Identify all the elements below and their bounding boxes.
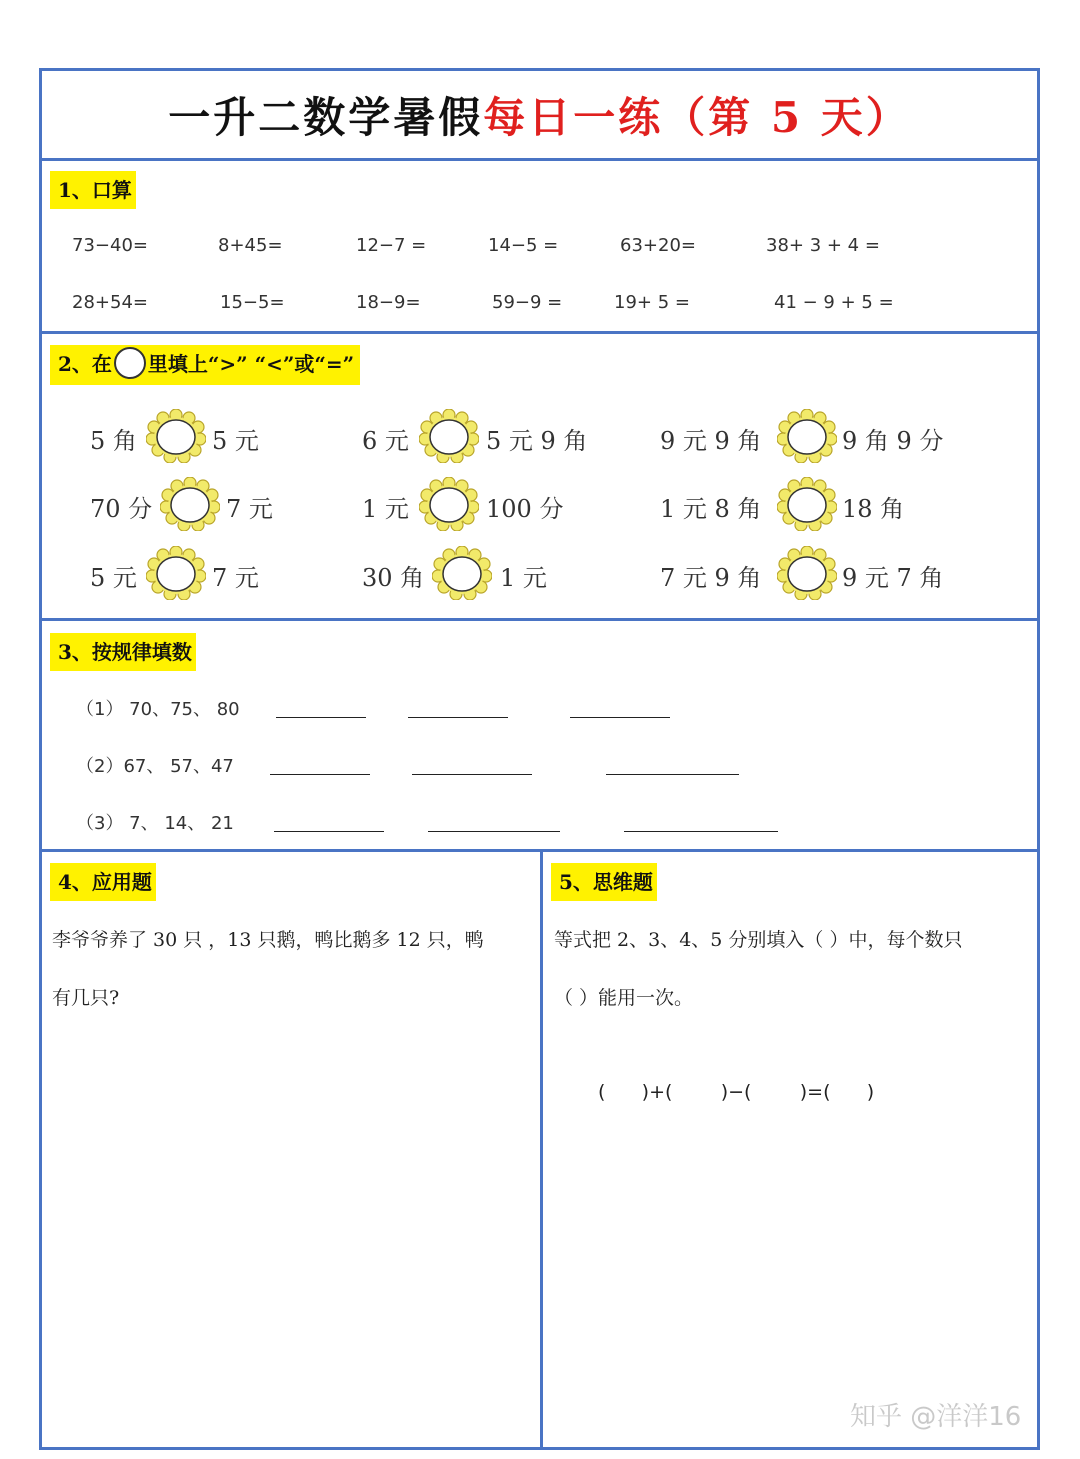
compare-right: 9 角 9 分 xyxy=(842,427,944,455)
compare-left: 9 元 9 角 xyxy=(660,427,762,455)
section1-label: 1、口算 xyxy=(50,171,136,209)
calc-item: 41 − 9 + 5 = xyxy=(774,292,894,313)
flower-blank-icon[interactable] xyxy=(160,477,220,531)
calc-item: 28+54= xyxy=(72,292,148,313)
calc-item: 15−5= xyxy=(220,292,285,313)
sequence-row: （3） 7、 14、 21 xyxy=(76,813,234,834)
worksheet xyxy=(39,68,1040,1450)
answer-blank[interactable] xyxy=(408,717,508,718)
flower-blank-icon[interactable] xyxy=(777,546,837,600)
answer-blank[interactable] xyxy=(624,831,778,832)
calc-item: 18−9= xyxy=(356,292,421,313)
calc-item: 63+20= xyxy=(620,235,696,256)
answer-blank[interactable] xyxy=(412,774,532,775)
compare-left: 5 角 xyxy=(90,427,137,455)
section5-label: 5、思维题 xyxy=(551,863,657,901)
divider xyxy=(42,158,1037,161)
flower-blank-icon[interactable] xyxy=(419,477,479,531)
calc-item: 19+ 5 = xyxy=(614,292,690,313)
compare-right: 9 元 7 角 xyxy=(842,564,944,592)
compare-right: 1 元 xyxy=(500,564,547,592)
answer-blank[interactable] xyxy=(276,717,366,718)
flower-blank-icon[interactable] xyxy=(146,409,206,463)
equation-template: ( )+( )−( )=( ) xyxy=(598,1081,875,1103)
problem-text: （ ）能用一次。 xyxy=(554,987,694,1009)
compare-left: 70 分 xyxy=(90,495,153,523)
calc-item: 38+ 3 + 4 = xyxy=(766,235,880,256)
circle-icon xyxy=(114,347,146,379)
flower-blank-icon[interactable] xyxy=(419,409,479,463)
answer-blank[interactable] xyxy=(570,717,670,718)
compare-right: 7 元 xyxy=(212,564,259,592)
calc-item: 14−5 = xyxy=(488,235,559,256)
flower-blank-icon[interactable] xyxy=(777,409,837,463)
section2-label-post: 里填上“>” “<”或“=” xyxy=(147,352,355,376)
compare-right: 7 元 xyxy=(226,495,273,523)
flower-blank-icon[interactable] xyxy=(432,546,492,600)
section4-label: 4、应用题 xyxy=(50,863,156,901)
calc-item: 12−7 = xyxy=(356,235,427,256)
title-black: 一升二数学暑假 xyxy=(168,92,484,142)
flower-blank-icon[interactable] xyxy=(777,477,837,531)
compare-left: 5 元 xyxy=(90,564,137,592)
divider xyxy=(42,331,1037,334)
answer-blank[interactable] xyxy=(606,774,739,775)
compare-right: 5 元 9 角 xyxy=(486,427,588,455)
section2-label-pre: 2、在 xyxy=(58,352,112,376)
answer-blank[interactable] xyxy=(270,774,370,775)
problem-text: 等式把 2、3、4、5 分别填入（ ）中，每个数只 xyxy=(554,929,963,951)
title-red: 每日一练（第 5 天） xyxy=(483,92,911,142)
column-divider xyxy=(540,851,543,1447)
answer-blank[interactable] xyxy=(428,831,560,832)
compare-left: 1 元 xyxy=(362,495,409,523)
calc-item: 59−9 = xyxy=(492,292,563,313)
problem-text: 有几只? xyxy=(52,987,120,1009)
watermark: 知乎 @洋洋16 xyxy=(850,1402,1022,1432)
problem-text: 李爷爷养了 30 只 ，13 只鹅，鸭比鹅多 12 只，鸭 xyxy=(52,929,484,951)
compare-left: 30 角 xyxy=(362,564,425,592)
section2-label xyxy=(50,345,360,385)
calc-item: 8+45= xyxy=(218,235,283,256)
compare-left: 6 元 xyxy=(362,427,409,455)
section3-label: 3、按规律填数 xyxy=(50,633,196,671)
compare-left: 1 元 8 角 xyxy=(660,495,762,523)
sequence-row: （1） 70、75、 80 xyxy=(76,699,240,720)
compare-right: 100 分 xyxy=(486,495,564,523)
compare-right: 18 角 xyxy=(842,495,905,523)
divider xyxy=(42,618,1037,621)
sequence-row: （2）67、 57、47 xyxy=(76,756,234,777)
page-title xyxy=(42,71,1037,158)
compare-right: 5 元 xyxy=(212,427,259,455)
compare-left: 7 元 9 角 xyxy=(660,564,762,592)
answer-blank[interactable] xyxy=(274,831,384,832)
calc-item: 73−40= xyxy=(72,235,148,256)
flower-blank-icon[interactable] xyxy=(146,546,206,600)
